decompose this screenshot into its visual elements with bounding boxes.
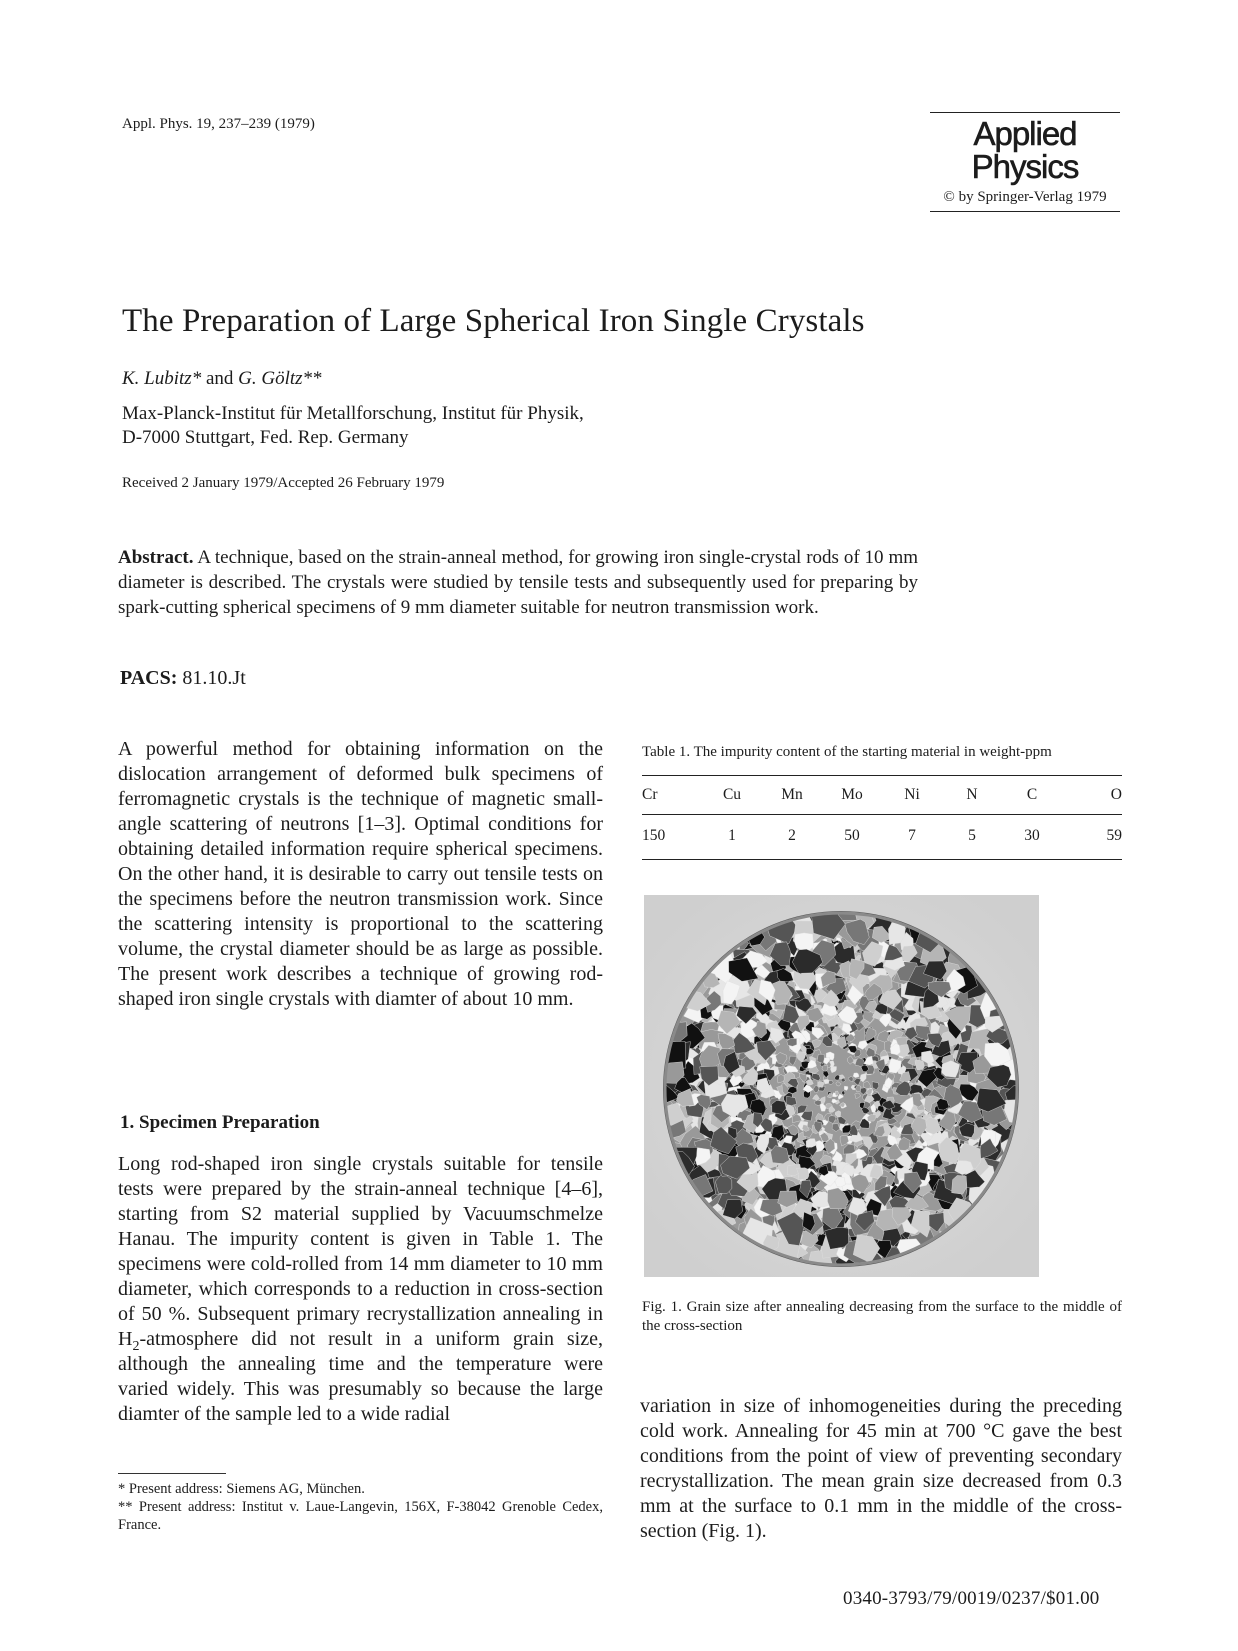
table-cell: 1 — [728, 827, 736, 844]
right-column-paragraph: variation in size of inhomogeneities during the preceding cold work. Annealing for 45 min at 700 °C gave the best conditions from the point of view of preventing secondary recrystallization. The mean grain size decreased from 0.3 mm at the surface to 0.1 mm in the middle of the cross-section (Fig. 1). — [640, 1395, 1122, 1542]
footnote-rule — [118, 1473, 226, 1474]
footnotes — [118, 1480, 603, 1534]
article-code: 0340-3793/79/0019/0237/$01.00 — [843, 1588, 1100, 1609]
grain — [797, 1168, 809, 1180]
table-header-cell: O — [1110, 786, 1122, 803]
abstract-text: A technique, based on the strain-anneal method, for growing iron single-crystal rods of 10 mm diameter is described. The crystals were studied by tensile tests and subsequently used for preparing by spark-cutting spherical specimens of 9 mm diameter suitable for neutron transmission work. — [118, 547, 918, 618]
table-header-cell: Mn — [781, 786, 803, 803]
subscript: 2 — [132, 1339, 140, 1354]
table-bottom-rule — [642, 859, 1122, 860]
micrograph-image — [644, 895, 1039, 1277]
author-2: G. Göltz** — [238, 368, 322, 389]
table-cell: 59 — [1106, 827, 1122, 844]
grain — [844, 1086, 848, 1090]
table-cell: 50 — [844, 827, 860, 844]
journal-logo — [930, 112, 1120, 212]
section-heading: 1. Specimen Preparation — [120, 1112, 320, 1133]
author-1: K. Lubitz* — [122, 368, 202, 389]
logo-line-1: Applied — [973, 115, 1077, 152]
copyright-notice: © by Springer-Verlag 1979 — [943, 189, 1107, 205]
grain — [853, 1073, 859, 1078]
table-header-cell: N — [966, 786, 978, 803]
intro-paragraph: A powerful method for obtaining information on the dislocation arrangement of deformed bulk specimens of ferromagnetic crystals is the technique of magnetic small-angle scattering of neutrons [1–3]. Optimal conditions for obtaining detailed information require spherical specimens. On the other hand, it is desirable to carry out tensile tests on the specimens before the neutron transmission work. Since the scattering intensity is proportional to the scattering volume, the crystal diameter should be as large as possible. The present work describes a technique of growing rod-shaped iron single crystals with diamter of about 10 mm. — [118, 738, 603, 1010]
table-cell: 150 — [642, 827, 666, 844]
received-dates: Received 2 January 1979/Accepted 26 February 1979 — [122, 475, 445, 491]
section-1-paragraph — [118, 1152, 603, 1427]
abstract — [118, 545, 918, 620]
affiliation — [122, 402, 584, 450]
table-header-cell: Ni — [904, 786, 920, 803]
author-line — [122, 368, 322, 390]
section-1-text-b: -atmosphere did not result in a uniform grain size, although the annealing time and the temperature were varied widely. This was presumably so because the large diamter of the sample led to a wide radial — [118, 1328, 603, 1425]
impurity-table — [642, 775, 1122, 860]
author-joiner: and — [205, 368, 234, 389]
logo-line-2: Physics — [971, 148, 1079, 185]
figure-caption: Fig. 1. Grain size after annealing decreasing from the surface to the middle of the cross-section — [642, 1299, 1122, 1334]
footnote-2: ** Present address: Institut v. Laue-Langevin, 156X, F-38042 Grenoble Cedex, France. — [118, 1499, 603, 1533]
figure-1-micrograph — [644, 895, 1039, 1277]
table-header-row — [642, 776, 1122, 814]
table-header-cell: Mo — [841, 786, 863, 803]
abstract-label: Abstract. — [118, 547, 194, 568]
table-header-cell: Cu — [722, 786, 742, 803]
table-cell: 5 — [968, 827, 976, 844]
journal-reference: Appl. Phys. 19, 237–239 (1979) — [122, 116, 315, 132]
table-caption: Table 1. The impurity content of the starting material in weight-ppm — [642, 744, 1052, 760]
table-header-cell: Cr — [642, 786, 658, 803]
table-cell: 7 — [908, 827, 916, 844]
affiliation-line-1: Max-Planck-Institut für Metallforschung, Institut für Physik, — [122, 403, 584, 424]
table-cell: 2 — [788, 827, 796, 844]
pacs-value: 81.10.Jt — [182, 667, 246, 689]
section-1-text-a: Long rod-shaped iron single crystals suitable for tensile tests were prepared by the strain-anneal technique [4–6], starting from S2 material supplied by Vacuumschmelze Hanau. The impurity content is given in Table 1. The specimens were cold-rolled from 14 mm diameter to 10 mm diameter, which corresponds to a reduction in cross-section of 50 %. Subsequent primary recrystallization annealing in H — [118, 1153, 603, 1350]
table-row — [642, 815, 1122, 859]
affiliation-line-2: D-7000 Stuttgart, Fed. Rep. Germany — [122, 427, 409, 448]
pacs-line — [120, 667, 246, 690]
article-title: The Preparation of Large Spherical Iron Single Crystals — [122, 303, 865, 339]
table-cell: 30 — [1024, 827, 1040, 844]
footnote-1: * Present address: Siemens AG, München. — [118, 1481, 365, 1497]
pacs-label: PACS: — [120, 667, 178, 689]
table-header-cell: C — [1026, 786, 1038, 803]
